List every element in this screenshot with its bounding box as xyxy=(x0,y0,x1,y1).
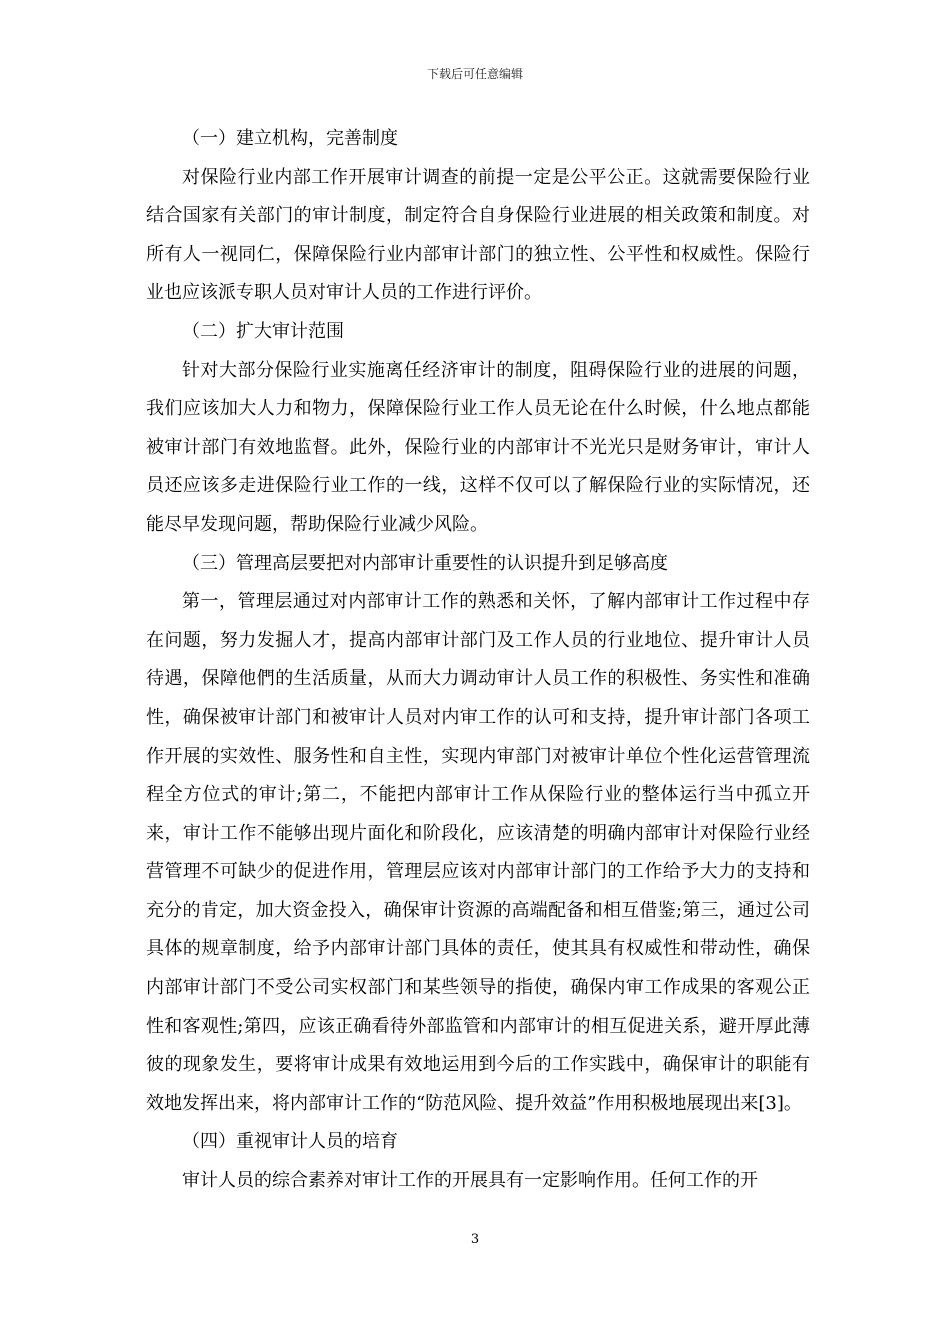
section-heading-4: （四）重视审计人员的培育 xyxy=(182,1131,398,1153)
section-heading-3: （三）管理高层要把对内部审计重要性的认识提升到足够高度 xyxy=(182,552,668,574)
body-paragraph: 审计人员的综合素养对审计工作的开展具有一定影响作用。任何工作的开 xyxy=(182,1170,758,1192)
section-heading-2: （二）扩大审计范围 xyxy=(182,320,344,342)
body-paragraph: 针对大部分保险行业实施离任经济审计的制度，阻碍保险行业的进展的问题，我们应该加大人力和物力，保障保险行业工作人员无论在什么时候，什么地点都能被审计部门有效地监督。此外，保险行业的内部审计不光光只是财务审计，审计人员还应该多走进保险行业工作的一线，这样不仅可以了解保险行业的实际情况，还能尽早发现问题，帮助保险行业减少风险。 xyxy=(146,359,810,535)
page-header: 下载后可任意编辑 xyxy=(426,67,523,81)
document-body xyxy=(146,120,810,1201)
section-heading-1: （一）建立机构，完善制度 xyxy=(182,128,398,149)
page-number: 3 xyxy=(470,1232,480,1247)
body-paragraph: 对保险行业内部工作开展审计调查的前提一定是公平公正。这就需要保险行业结合国家有关部门的审计制度，制定符合自身保险行业进展的相关政策和制度。对所有人一视同仁，保障保险行业内部审计部门的独立性、公平性和权威性。保险行业也应该派专职人员对审计人员的工作进行评价。 xyxy=(146,166,810,304)
body-paragraph: 第一，管理层通过对内部审计工作的熟悉和关怀，了解内部审计工作过程中存在问题，努力发掘人才，提高内部审计部门及工作人员的行业地位、提升审计人员待遇，保障他們的生活质量，从而大力调动审计人员工作的积极性、务实性和准确性，确保被审计部门和被审计人员对内审工作的认可和支持，提升审计部门各项工作开展的实效性、服务性和自主性，实现内审部门对被审计单位个性化运营管理流程全方位式的审计;第二，不能把内部审计工作从保险行业的整体运行当中孤立开来，审计工作不能够出现片面化和阶段化，应该清楚的明确内部审计对保险行业经营管理不可缺少的促进作用，管理层应该对内部审计部门的工作给予大力的支持和充分的肯定，加大资金投入，确保审计资源的高端配备和相互借鉴;第三，通过公司具体的规章制度，给予内部审计部门具体的责任，使其具有权威性和带动性，确保内部审计部门不受公司实权部门和某些领导的指使，确保内审工作成果的客观公正性和客观性;第四，应该正确看待外部监管和内部审计的相互促进关系，避开厚此薄彼的现象发生，要将审计成果有效地运用到今后的工作实践中，确保审计的职能有效地发挥出来，将内部审计工作的“防范风险、提升效益”作用积极地展现出来[3]。 xyxy=(146,591,810,1114)
